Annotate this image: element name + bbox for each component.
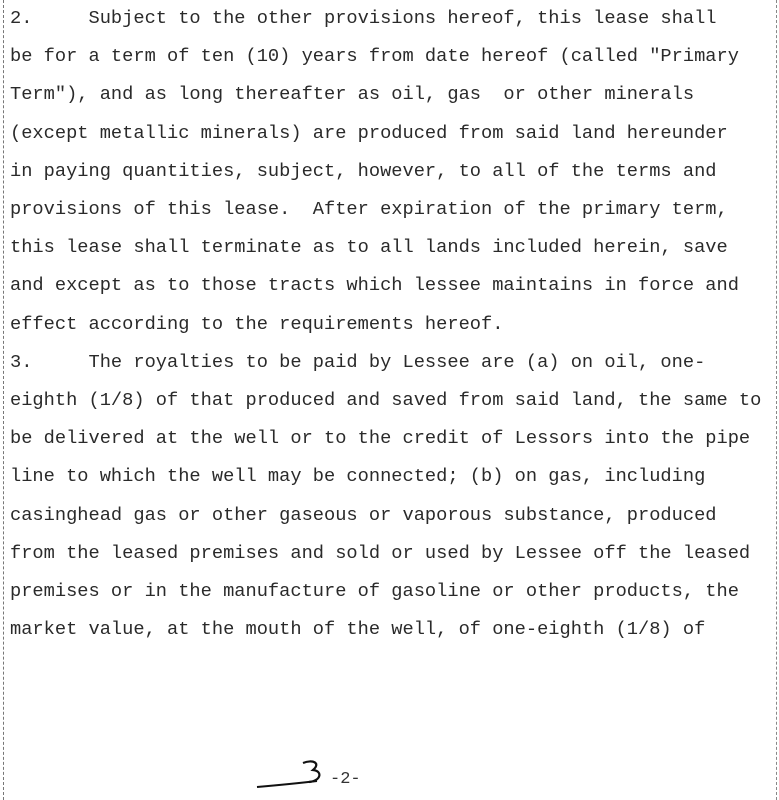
- text-line: (except metallic minerals) are produced from said land hereunder: [10, 121, 728, 144]
- left-margin-edge: [3, 0, 4, 800]
- text-line: premises or in the manufacture of gasoline or other products, the: [10, 580, 739, 602]
- text-line: in paying quantities, subject, however, to all of the terms and: [10, 159, 717, 182]
- text-line: line to which the well may be connected; (b) on gas, including: [10, 465, 706, 488]
- text-line: provisions of this lease. After expiration of the primary term,: [10, 198, 728, 220]
- text-line: eighth (1/8) of that produced and saved from said land, the same to: [10, 389, 762, 411]
- text-line: effect according to the requirements hereof.: [10, 312, 504, 335]
- text-line: casinghead gas or other gaseous or vaporous substance, produced: [10, 503, 717, 526]
- text-line: and except as to those tracts which lessee maintains in force and: [10, 274, 739, 297]
- text-line: Term"), and as long thereafter as oil, gas or other minerals: [10, 83, 695, 106]
- text-line: market value, at the mouth of the well, of one-eighth (1/8) of: [10, 618, 706, 641]
- text-line: be for a term of ten (10) years from date hereof (called "Primary: [10, 45, 739, 68]
- text-line: this lease shall terminate as to all lands included herein, save: [10, 236, 728, 259]
- text-line: be delivered at the well or to the credit of Lessors into the pipe: [10, 427, 751, 450]
- text-line: 3. The royalties to be paid by Lessee are (a) on oil, one-: [10, 350, 706, 373]
- right-margin-edge: [776, 0, 777, 800]
- text-line: from the leased premises and sold or used by Lessee off the leased: [10, 541, 751, 564]
- page-number: -2-: [330, 770, 361, 789]
- text-line: 2. Subject to the other provisions hereof, this lease shall: [10, 7, 717, 29]
